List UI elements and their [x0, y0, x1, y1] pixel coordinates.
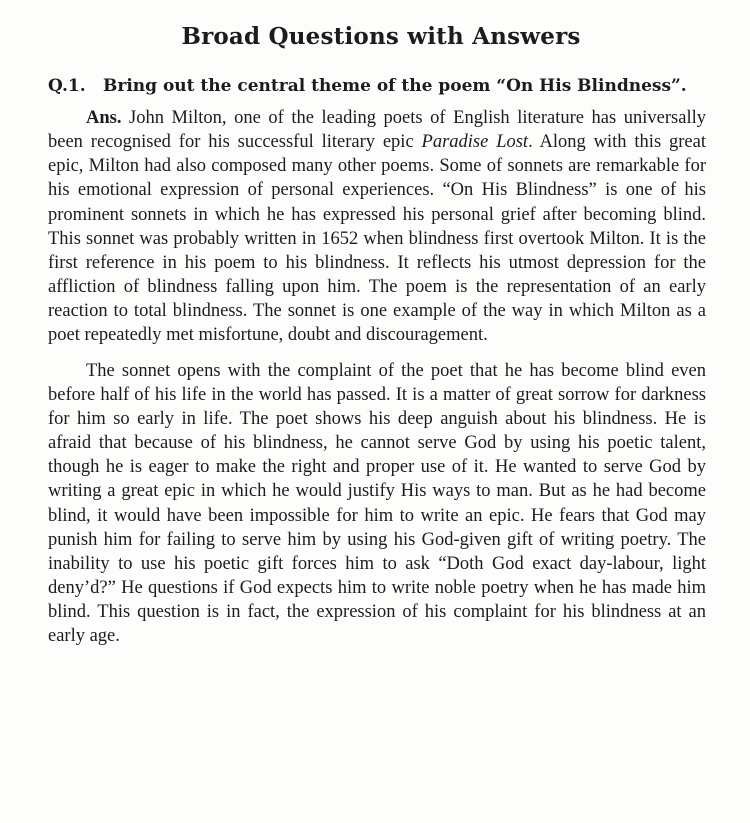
question-text: Bring out the central theme of the poem “On His Blindness”.	[103, 76, 687, 96]
answer-p1-text-b: . Along with this great epic, Milton had also composed many other poems. Some of sonnets are remarkable for his emotional expression of personal experiences. “On His Blindness” is one of his prominent sonnets in which he has expressed his personal grief after becoming blind. This sonnet was probably written in 1652 when blindness first overtook Milton. It is the first reference in his poem to his blindness. It reflects his utmost depression for the affliction of blindness falling upon him. The poem is the representation of an early reaction to total blindness. The sonnet is one example of the way in which Milton as a poet repeatedly met misfortune, doubt and discouragement.	[48, 132, 706, 346]
answer-paragraph-2: The sonnet opens with the complaint of the poet that he has become blind even before half of his life in the world has passed. It is a matter of great sorrow for darkness for him so early in life. The poet shows his deep anguish about his blindness. He is afraid that because of his blindness, he cannot serve God by using his poetic talent, though he is eager to make the right and proper use of it. He wanted to serve God by writing a great epic in which he would justify His ways to man. But as he had become blind, it would have been impossible for him to write an epic. He fears that God may punish him for failing to serve him by using his God-given gift of writing poetry. The inability to use his poetic gift forces him to ask “Doth God exact day-labour, light deny’d?” He questions if God expects him to write noble poetry when he has made him blind. This question is in fact, the expression of his complaint for his blindness at an early age.	[48, 360, 706, 647]
question-1	[48, 74, 706, 98]
answer-p1-text-a: John Milton, one of the leading poets of English literature has universally been recognised for his successful literary epic	[48, 108, 706, 153]
question-number: Q.1.	[48, 76, 86, 96]
epic-title: Paradise Lost	[421, 132, 529, 153]
section-heading: Broad Questions with Answers	[181, 23, 581, 50]
answer-label: Ans.	[86, 108, 122, 128]
answer-paragraph-1	[48, 106, 706, 348]
